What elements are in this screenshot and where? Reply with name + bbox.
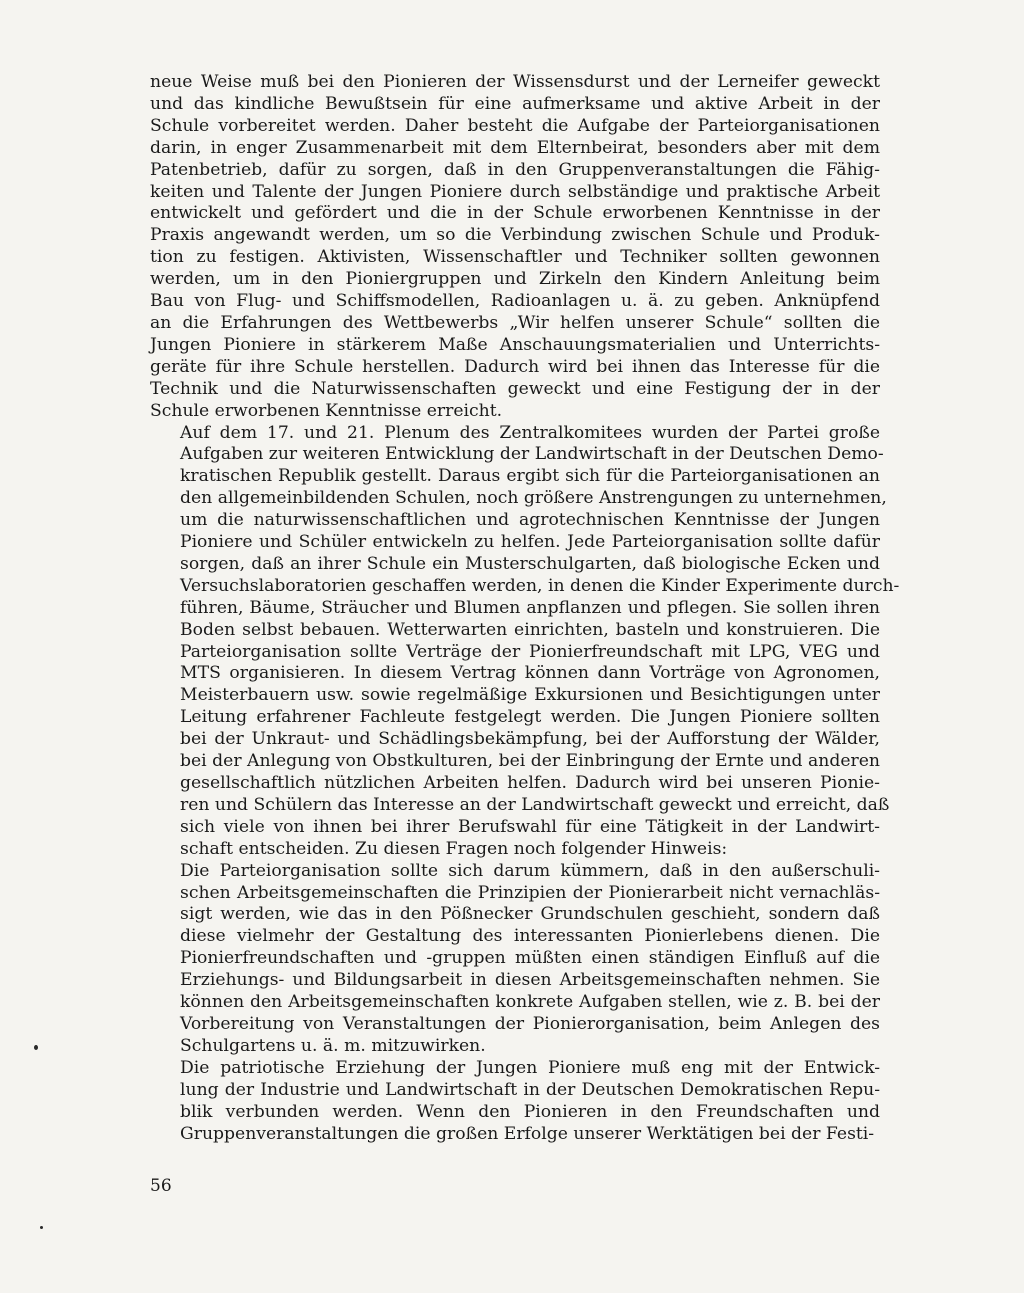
text-line: Meisterbauern usw. sowie regelmäßige Exkursionen und Besichtigungen unter — [180, 685, 880, 706]
text-line: keiten und Talente der Jungen Pioniere durch selbständige und praktische Arbeit — [150, 181, 880, 202]
paragraph — [150, 861, 880, 1058]
text-line: führen, Bäume, Sträucher und Blumen anpflanzen und pflegen. Sie sollen ihren — [180, 597, 880, 618]
text-line: Schule erworbenen Kenntnisse erreicht. — [150, 400, 503, 421]
text-line: kratischen Republik gestellt. Daraus ergibt sich für die Parteiorganisationen an — [180, 466, 880, 487]
text-line: können den Arbeitsgemeinschaften konkrete Aufgaben stellen, wie z. B. bei der — [180, 992, 880, 1013]
text-line: Erziehungs- und Bildungsarbeit in diesen Arbeitsgemeinschaften nehmen. Sie — [180, 970, 880, 991]
text-line: darin, in enger Zusammenarbeit mit dem Elternbeirat, besonders aber mit dem — [150, 137, 880, 158]
text-line: gesellschaftlich nützlichen Arbeiten helfen. Dadurch wird bei unseren Pionie- — [180, 773, 880, 793]
text-line: Aufgaben zur weiteren Entwicklung der Landwirtschaft in der Deutschen Demo- — [180, 444, 884, 465]
text-line: ren und Schülern das Interesse an der Landwirtschaft geweckt und erreicht, daß — [180, 794, 890, 815]
text-line: sich viele von ihnen bei ihrer Berufswahl für eine Tätigkeit in der Landwirt- — [180, 816, 880, 837]
text-line: und das kindliche Bewußtsein für eine aufmerksame und aktive Arbeit in der — [150, 93, 880, 114]
text-line: tion zu festigen. Aktivisten, Wissenschaftler und Techniker sollten gewonnen — [150, 247, 880, 268]
text-line: entwickelt und gefördert und die in der Schule erworbenen Kenntnisse in der — [150, 203, 880, 224]
text-line: schen Arbeitsgemeinschaften die Prinzipien der Pionierarbeit nicht vernachläs- — [180, 882, 880, 903]
text-line: schaft entscheiden. Zu diesen Fragen noch folgender Hinweis: — [180, 838, 728, 859]
text-line: sorgen, daß an ihrer Schule ein Musterschulgarten, daß biologische Ecken und — [180, 553, 880, 574]
text-line: Pioniere und Schüler entwickeln zu helfen. Jede Parteiorganisation sollte dafür — [180, 532, 880, 553]
margin-speck — [40, 1226, 43, 1229]
page-number: 56 — [150, 1176, 172, 1196]
text-line: Technik und die Naturwissenschaften geweckt und eine Festigung der in der — [150, 378, 880, 399]
paragraph — [150, 1058, 880, 1146]
text-line: um die naturwissenschaftlichen und agrotechnischen Kenntnisse der Jungen — [180, 510, 880, 531]
text-line: Parteiorganisation sollte Verträge der Pionierfreundschaft mit LPG, VEG und — [180, 641, 880, 662]
text-line: bei der Unkraut- und Schädlingsbekämpfung, bei der Aufforstung der Wälder, — [180, 729, 880, 750]
text-line: Pionierfreundschaften und -gruppen müßten einen ständigen Einfluß auf die — [180, 948, 880, 969]
text-line: Bau von Flug- und Schiffsmodellen, Radioanlagen u. ä. zu geben. Anknüpfend — [150, 291, 880, 312]
text-line: geräte für ihre Schule herstellen. Dadurch wird bei ihnen das Interesse für die — [150, 356, 880, 377]
text-line: Die Parteiorganisation sollte sich darum kümmern, daß in den außerschuli- — [180, 860, 880, 881]
text-line: Die patriotische Erziehung der Jungen Pioniere muß eng mit der Entwick- — [180, 1057, 880, 1078]
text-line: werden, um in den Pioniergruppen und Zirkeln den Kindern Anleitung beim — [150, 269, 880, 290]
text-line: lung der Industrie und Landwirtschaft in der Deutschen Demokratischen Repu- — [180, 1079, 880, 1100]
text-line: bei der Anlegung von Obstkulturen, bei der Einbringung der Ernte und anderen — [180, 751, 880, 772]
text-line: Praxis angewandt werden, um so die Verbindung zwischen Schule und Produk- — [150, 225, 880, 246]
text-line: MTS organisieren. In diesem Vertrag können dann Vorträge von Agronomen, — [180, 663, 880, 684]
text-line: Schulgartens u. ä. m. mitzuwirken. — [180, 1035, 486, 1056]
paragraph — [150, 422, 900, 861]
text-line: Gruppenveranstaltungen die großen Erfolge unserer Werktätigen bei der Festi- — [180, 1123, 875, 1144]
body-text — [150, 72, 900, 1145]
text-line: Leitung erfahrener Fachleute festgelegt werden. Die Jungen Pioniere sollten — [180, 707, 880, 728]
text-line: diese vielmehr der Gestaltung des interessanten Pionierlebens dienen. Die — [180, 926, 880, 947]
text-line: den allgemeinbildenden Schulen, noch größere Anstrengungen zu unternehmen, — [180, 488, 887, 509]
text-line: Vorbereitung von Veranstaltungen der Pionierorganisation, beim Anlegen des — [180, 1013, 880, 1034]
text-line: Jungen Pioniere in stärkerem Maße Anschauungsmaterialien und Unterrichts- — [150, 334, 880, 355]
text-line: Schule vorbereitet werden. Daher besteht die Aufgabe der Parteiorganisationen — [150, 115, 880, 136]
text-line: an die Erfahrungen des Wettbewerbs „Wir helfen unserer Schule“ sollten die — [150, 312, 880, 333]
text-line: blik verbunden werden. Wenn den Pionieren in den Freundschaften und — [180, 1101, 880, 1122]
text-line: Versuchslaboratorien geschaffen werden, in denen die Kinder Experimente durch- — [180, 575, 900, 596]
text-line: Patenbetrieb, dafür zu sorgen, daß in den Gruppenveranstaltungen die Fähig- — [150, 159, 880, 180]
text-line: Boden selbst bebauen. Wetterwarten einrichten, basteln und konstruieren. Die — [180, 619, 880, 640]
text-line: sigt werden, wie das in den Pößnecker Grundschulen geschieht, sondern daß — [180, 904, 880, 925]
text-line: Auf dem 17. und 21. Plenum des Zentralkomitees wurden der Partei große — [180, 422, 880, 443]
text-line: neue Weise muß bei den Pionieren der Wissensdurst und der Lerneifer geweckt — [150, 72, 880, 92]
margin-speck — [34, 1045, 38, 1050]
paragraph — [150, 72, 880, 423]
